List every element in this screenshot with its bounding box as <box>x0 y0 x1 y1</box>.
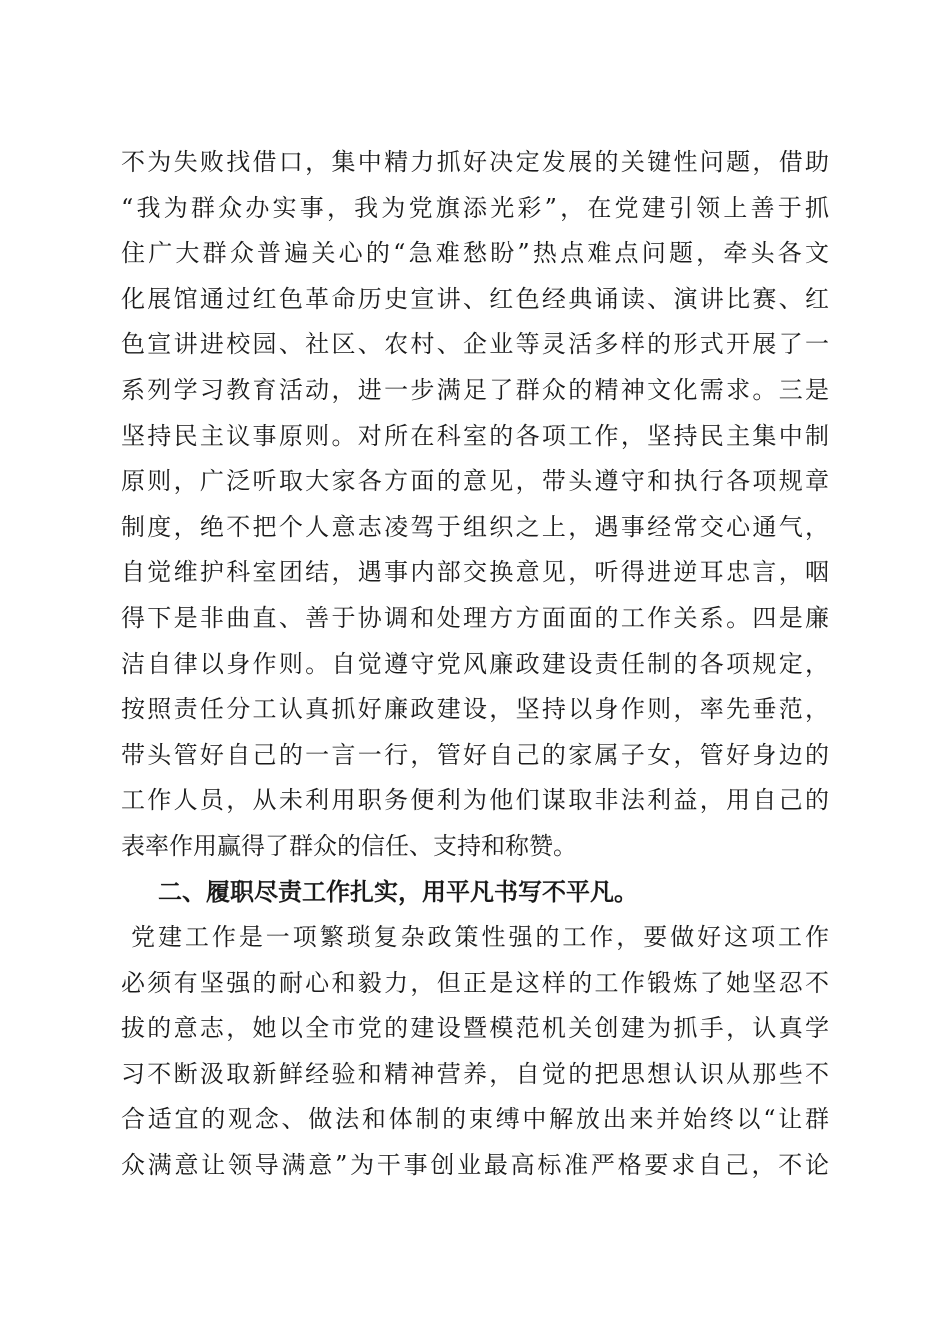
text-line: 按照责任分工认真抓好廉政建设，坚持以身作则，率先垂范， <box>121 695 829 724</box>
text-line: 拔的意志，她以全市党的建设暨模范机关创建为抓手，认真学 <box>121 1014 829 1043</box>
section-heading: 二、履职尽责工作扎实，用平凡书写不平凡。 <box>158 877 638 906</box>
text-line: 表率作用赢得了群众的信任、支持和称赞。 <box>121 831 577 860</box>
paragraph-2 <box>121 915 829 1189</box>
text-line: 洁自律以身作则。自觉遵守党风廉政建设责任制的各项规定， <box>121 649 829 678</box>
text-line: 众满意让领导满意”为干事创业最高标准严格要求自己，不论 <box>121 1151 829 1180</box>
text-line: 合适宜的观念、做法和体制的束缚中解放出来并始终以“让群 <box>121 1105 829 1134</box>
text-line: 化展馆通过红色革命历史宣讲、红色经典诵读、演讲比赛、红 <box>121 284 829 313</box>
text-line: 必须有坚强的耐心和毅力，但正是这样的工作锻炼了她坚忍不 <box>121 968 829 997</box>
text-line: 工作人员，从未利用职务便利为他们谋取非法利益，用自己的 <box>121 786 829 815</box>
document-body <box>121 140 829 1189</box>
text-line: 带头管好自己的一言一行，管好自己的家属子女，管好身边的 <box>121 740 829 769</box>
text-line: 自觉维护科室团结，遇事内部交换意见，听得进逆耳忠言，咽 <box>121 558 829 587</box>
text-line: 习不断汲取新鲜经验和精神营养，自觉的把思想认识从那些不 <box>121 1059 829 1088</box>
text-line: 住广大群众普遍关心的“急难愁盼”热点难点问题，牵头各文 <box>121 239 829 268</box>
text-line: 色宣讲进校园、社区、农村、企业等灵活多样的形式开展了一 <box>121 330 829 359</box>
text-line: 不为失败找借口，集中精力抓好决定发展的关键性问题，借助 <box>121 148 829 176</box>
text-line: 得下是非曲直、善于协调和处理方方面面的工作关系。四是廉 <box>121 603 829 632</box>
text-line: 制度，绝不把个人意志凌驾于组织之上，遇事经常交心通气， <box>121 512 829 541</box>
text-line: 系列学习教育活动，进一步满足了群众的精神文化需求。三是 <box>121 375 829 404</box>
text-line: “我为群众办实事，我为党旗添光彩”，在党建引领上善于抓 <box>121 193 829 222</box>
text-line: 原则，广泛听取大家各方面的意见，带头遵守和执行各项规章 <box>121 467 829 496</box>
text-line: 坚持民主议事原则。对所在科室的各项工作，坚持民主集中制 <box>121 421 829 450</box>
text-line: 党建工作是一项繁琐复杂政策性强的工作，要做好这项工作 <box>131 923 829 952</box>
paragraph-1 <box>121 140 829 870</box>
